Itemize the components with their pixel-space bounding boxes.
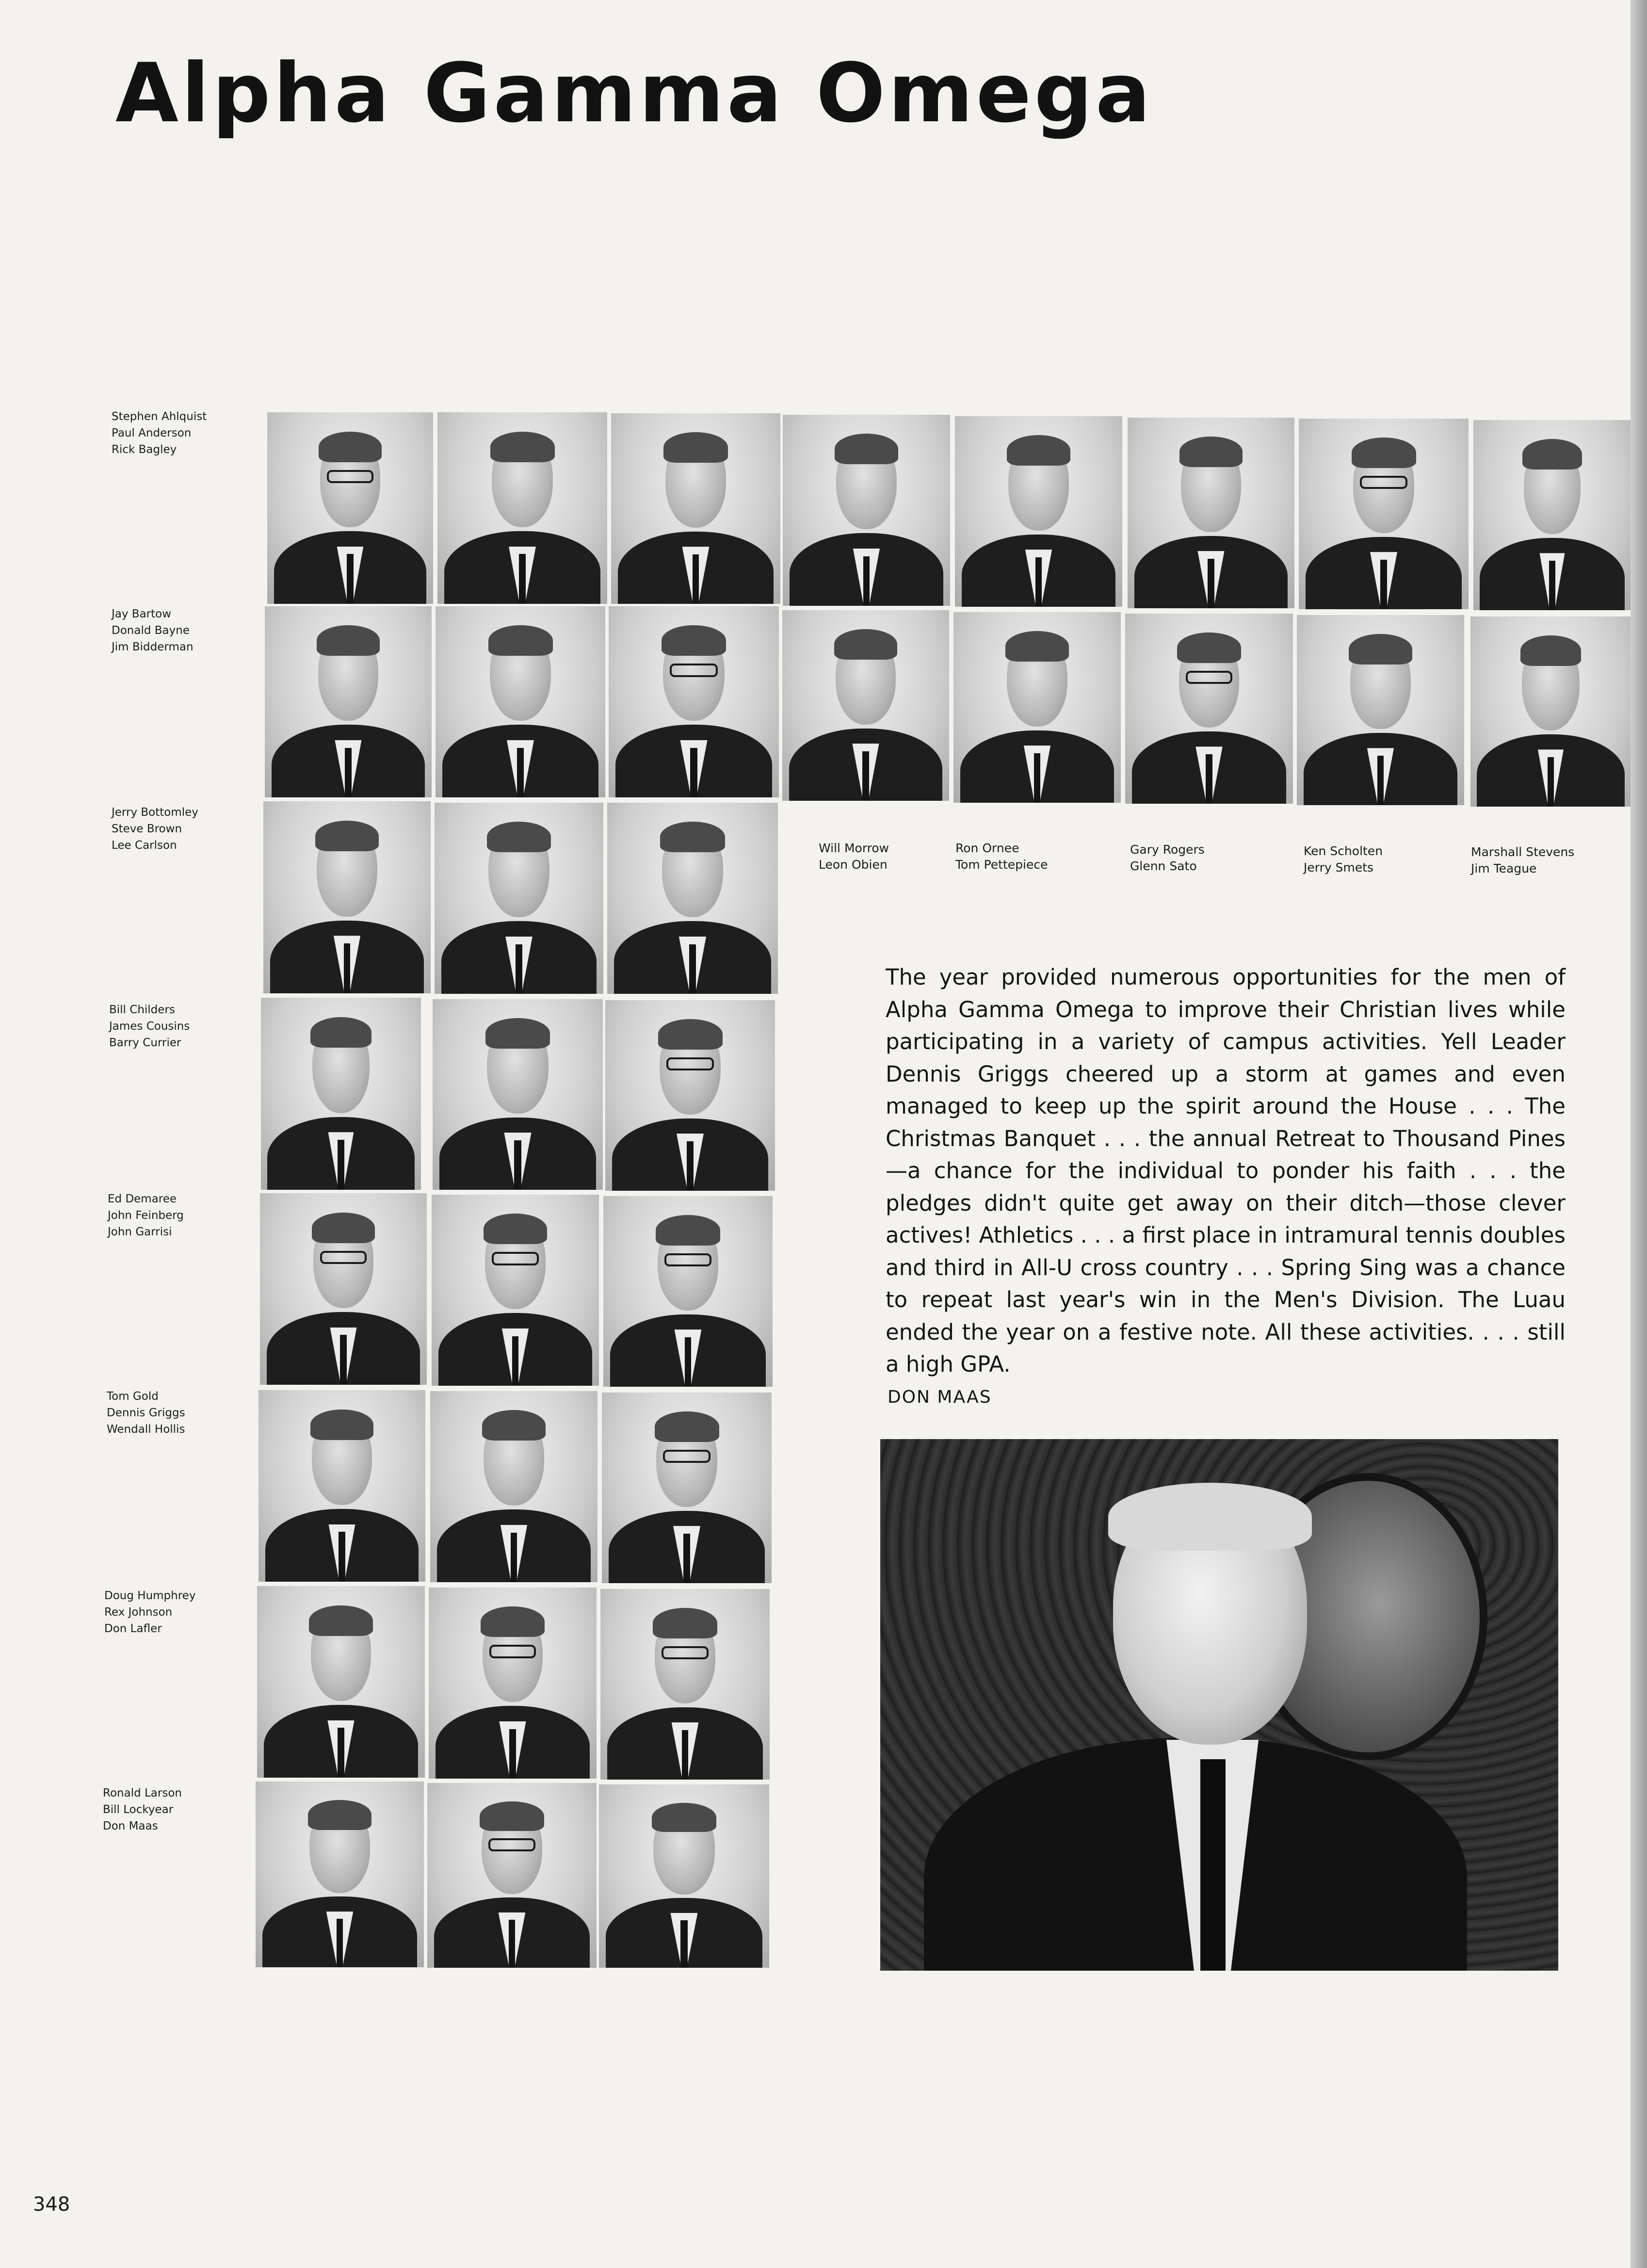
portrait-photo xyxy=(609,606,779,797)
name-block-1 xyxy=(112,408,207,458)
portrait-photo xyxy=(605,1000,775,1191)
member-name: Bill Childers xyxy=(109,1004,175,1016)
member-name: Ed Demaree xyxy=(108,1193,177,1205)
story-author: DON MAAS xyxy=(888,1387,992,1407)
member-name: Tom Pettepiece xyxy=(955,858,1048,872)
member-name: Barry Currier xyxy=(109,1037,181,1049)
portrait-photo xyxy=(436,606,605,797)
portrait-photo xyxy=(1128,418,1294,608)
portrait-photo xyxy=(1473,420,1631,610)
page-edge-shadow xyxy=(1631,0,1647,2268)
member-name: Ronald Larson xyxy=(103,1787,182,1799)
feature-photo xyxy=(880,1439,1558,1971)
member-name: Jim Teague xyxy=(1471,861,1537,875)
portrait-photo xyxy=(953,612,1121,803)
caption-block-2 xyxy=(955,840,1048,873)
member-name: Will Morrow xyxy=(819,841,889,855)
caption-block-1 xyxy=(819,840,889,873)
member-name: Rex Johnson xyxy=(104,1606,173,1619)
page-number: 348 xyxy=(33,2193,70,2216)
portrait-photo xyxy=(433,999,603,1190)
portrait-photo xyxy=(261,998,421,1190)
portrait-photo xyxy=(437,412,607,604)
portrait-photo xyxy=(265,606,432,797)
portrait-photo xyxy=(602,1393,772,1583)
portrait-photo xyxy=(782,610,949,801)
member-name: John Feinberg xyxy=(108,1209,184,1222)
name-block-7 xyxy=(104,1588,195,1637)
portrait-photo xyxy=(267,412,433,604)
chapter-story: The year provided numerous opportunities for the men of Alpha Gamma Omega to improve their Christian lives while participating in a variety of campus activities. Yell Leader Dennis Griggs cheered up a storm at games and even managed to keep up the spirit around the House . . . The Christmas Banquet . . . the annual Retreat to Thousand Pines—a chance for the individual to ponder his faith . . . the pledges didn't quite get away on their ditch—those clever actives! Athletics . . . a first place in intramural tennis doubles and third in All-U cross country . . . Spring Sing was a chance to repeat last year's win in the Men's Division. The Luau ended the year on a festive note. All these activities. . . . still a high GPA. xyxy=(886,964,1566,1377)
portrait-photo xyxy=(603,1196,773,1387)
caption-block-3 xyxy=(1130,842,1205,875)
member-name: Glenn Sato xyxy=(1130,859,1197,873)
member-name: Wendall Hollis xyxy=(107,1423,185,1436)
portrait-photo xyxy=(258,1390,425,1582)
member-name: Jerry Smets xyxy=(1304,860,1374,875)
portrait-photo xyxy=(430,1391,597,1582)
portrait-photo xyxy=(260,1193,427,1385)
portrait-photo xyxy=(1299,419,1469,609)
portrait-photo xyxy=(783,415,950,606)
name-block-5 xyxy=(108,1191,184,1240)
portrait-photo xyxy=(607,803,778,994)
portrait-photo xyxy=(256,1782,424,1967)
portrait-photo xyxy=(1125,614,1293,804)
portrait-photo xyxy=(429,1588,597,1779)
member-name: Donald Bayne xyxy=(112,624,190,637)
portrait-photo xyxy=(611,413,780,604)
member-name: Bill Lockyear xyxy=(103,1803,174,1816)
member-name: Dennis Griggs xyxy=(107,1407,185,1419)
member-name: Ron Ornee xyxy=(955,841,1019,855)
member-name: Gary Rogers xyxy=(1130,842,1205,857)
member-name: Rick Bagley xyxy=(112,443,177,456)
portrait-photo xyxy=(599,1784,769,1968)
member-name: James Cousins xyxy=(109,1020,190,1033)
portrait-photo xyxy=(600,1589,770,1780)
portrait-photo xyxy=(955,416,1122,607)
portrait-photo xyxy=(1470,616,1631,807)
member-name: Steve Brown xyxy=(112,823,182,835)
member-name: Jay Bartow xyxy=(112,608,172,620)
member-name: Don Maas xyxy=(103,1820,158,1832)
name-block-2 xyxy=(112,606,194,655)
member-name: Ken Scholten xyxy=(1304,844,1383,858)
name-block-8 xyxy=(103,1785,182,1834)
name-block-4 xyxy=(109,1002,190,1051)
member-name: Leon Obien xyxy=(819,858,888,872)
portrait-photo xyxy=(427,1783,597,1968)
member-name: John Garrisi xyxy=(108,1226,172,1238)
member-name: Paul Anderson xyxy=(112,427,192,439)
member-name: Doug Humphrey xyxy=(104,1589,196,1602)
portrait-photo xyxy=(432,1195,599,1386)
member-name: Jerry Bottomley xyxy=(112,806,198,819)
member-name: Don Lafler xyxy=(104,1622,162,1635)
member-name: Jim Bidderman xyxy=(112,641,194,653)
portrait-photo xyxy=(435,803,603,994)
name-block-6 xyxy=(107,1388,185,1438)
page-title: Alpha Gamma Omega xyxy=(115,46,1153,141)
caption-block-5 xyxy=(1471,844,1574,877)
member-name: Tom Gold xyxy=(107,1390,159,1403)
member-name: Stephen Ahlquist xyxy=(112,410,207,423)
member-name: Marshall Stevens xyxy=(1471,845,1575,859)
name-block-3 xyxy=(112,804,198,854)
portrait-photo xyxy=(1297,615,1464,805)
portrait-photo xyxy=(263,801,431,993)
member-name: Lee Carlson xyxy=(112,839,177,852)
caption-block-4 xyxy=(1304,843,1383,876)
portrait-photo xyxy=(257,1586,425,1778)
